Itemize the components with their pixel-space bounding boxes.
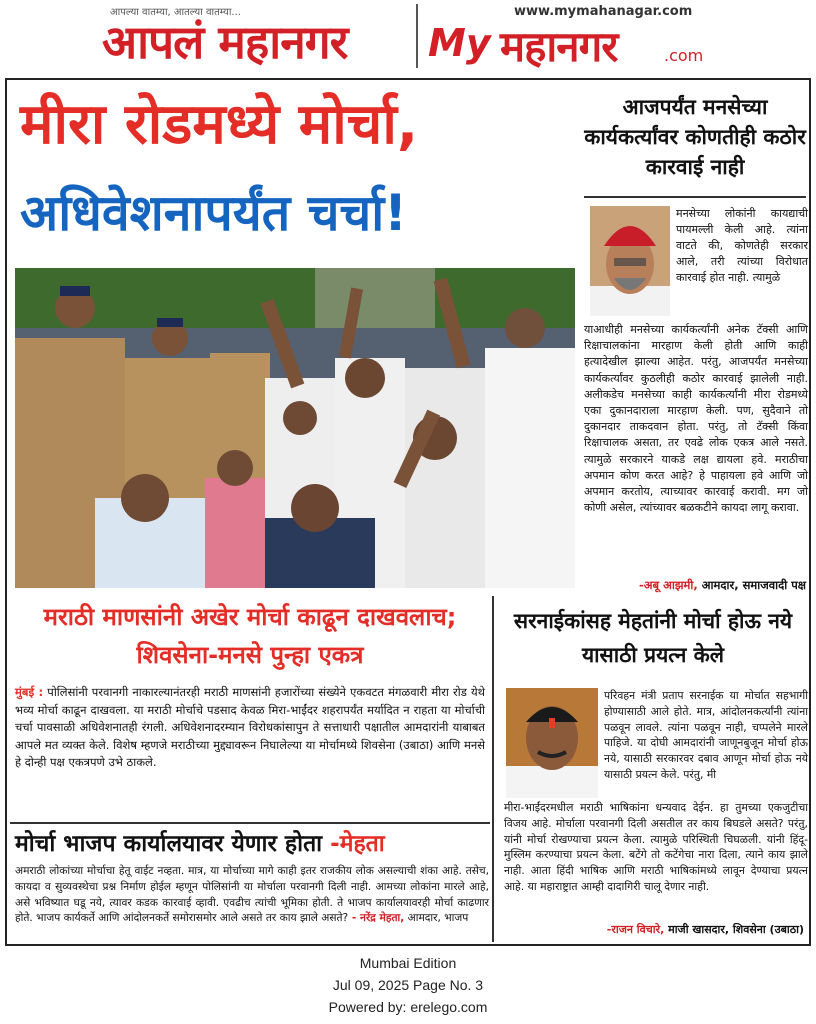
right-signature-name: -अबू आझमी, (638, 578, 698, 592)
right-signature-role: आमदार, समाजवादी पक्ष (697, 578, 806, 592)
sarnaik-signature-name: -राजन विचारे, (606, 923, 665, 936)
sarnaik-text-top: परिवहन मंत्री प्रताप सरनाईक या मोर्चात सहभागी होण्यासाठी आले होते. मात्र, आंदोलनकर्त्यांनी त्यांना पळवून लावले. त्यांना पळवून नाही, चप्पलेने मारले पाहिजे. या दोघी आमदारांनी जाणूनबुजून मोर्चा होऊ नये, यासाठी सरकारवर दबाव आणून मोर्चा होऊ नये यासाठी प्रयत्न केले. परंतु, मी (604, 689, 808, 781)
right-headline-rule (584, 196, 806, 198)
sarnaik-signature (504, 922, 804, 937)
bottom-headline-attribution: -मेहता (322, 831, 385, 857)
main-headline-line1: मीरा रोडमध्ये मोर्चा, (20, 92, 419, 157)
rajan-vichare-photo (506, 688, 598, 798)
rajan-vichare-portrait (506, 688, 598, 798)
section-divider (10, 822, 490, 824)
protest-photo-image (15, 268, 575, 588)
middle-body-text: पोलिसांनी परवानगी नाकारल्यानंतरही मराठी माणसांनी हजारोंच्या संख्येने एकवटत मंगळवारी मीरा रोड येथे भव्य मोर्चा काढून दाखवला. या मराठी मोर्चाचे पडसाद केवळ मिरा-भाईंदर शहरापर्यंत मर्यादित न राहता या मोर्चाची चर्चा पावसाळी अधिवेशनातही रंगली. अधिवेशनादरम्यान विरोधकांसापुन ते सत्ताधारी पक्षातील आमदारांनी याबाबत आपले मत व्यक्त केले. विशेष म्हणजे मराठीच्या मुद्द्यावरून निघालेल्या या मोर्चामध्ये शिवसेना (उबाठा) आणि मनसे हे दोन्ही पक्ष एकत्रपणे उभे ठाकले. (15, 685, 485, 769)
abu-azmi-portrait (590, 206, 670, 316)
powered-by-link[interactable]: Powered by: erelego.com (328, 999, 488, 1015)
middle-dateline: मुंबई : (15, 685, 44, 699)
bottom-body-text: अमराठी लोकांच्या मोर्चाचा हेतू वाईट नव्हता. मात्र, या मोर्चाच्या मागे काही इतर राजकीय लोक असल्याची शंका आहे. तसेच, कायदा व सुव्यवस्थेचा प्रश्न निर्माण होईल म्हणून पोलिसांनी या मोर्चाला परवानगी दिली नाही. आमच्या लोकांना मारले आहे, असे भविष्यात घडू नये, त्यावर कडक कारवाई व्हावी. एवढीच त्यांची भूमिका होती. ते भाजप कार्यालयावरही मोर्चा काढणार होते. भाजप कार्यकर्ते आणि आंदोलनकर्ते समोरासमोर आले असते तर काय झाले असते? (15, 865, 489, 925)
column-divider (492, 596, 494, 942)
bottom-headline-text: मोर्चा भाजप कार्यालयावर येणार होता (15, 831, 323, 857)
main-headline-line2: अधिवेशनापर्यंत चर्चा! (20, 184, 407, 242)
middle-headline: मराठी माणसांनी अखेर मोर्चा काढून दाखवलाच; शिवसेना-मनसे पुन्हा एकत्र (43, 603, 457, 669)
brand-logo-marathi: आपलं महानगर (102, 15, 348, 69)
brand-logo-dotcom: .com (664, 46, 704, 65)
protest-photo (15, 268, 575, 588)
right-text-body: याआधीही मनसेच्या कार्यकर्त्यांनी अनेक टॅक्सी आणि रिक्षाचालकांना मारहाण केली होती आणि काही हत्यादेखील झाल्या आहेत. परंतु, आजपर्यंत मनसेच्या कार्यकर्त्यांवर कुठलीही कठोर कारवाई झालेली नाही. अलीकडेच मनसेच्या काही कार्यकर्त्यांनी मीरा रोडमध्ये एका दुकानदाराला मारहाण केली. पण, सुदैवाने तो दुकानदार ताकदवान होता. परंतु, तो टॅक्सी किंवा रिक्षाचालक असता, तर एवढे लोक एकत्र आले नसते. त्यामुळे सरकारने याकडे लक्ष द्यायला हवे. मराठीचा अपमान कोण करत आहे? हे पाहायला हवे आणि जो अपमान करतोय, त्याच्यावर कारवाई करावी. मग जो कोणी असेल, त्यांच्यावर बळकटीने कायदा लागू करावा. (584, 323, 808, 515)
middle-body (15, 684, 485, 772)
sarnaik-headline: सरनाईकांसह मेहतांनी मोर्चा होऊ नये यासाठी प्रयत्न केले (513, 609, 793, 667)
brand-logo-my: My (428, 21, 491, 65)
masthead-divider (416, 4, 418, 68)
sarnaik-text-body: मीरा-भाईंदरमधील मराठी भाषिकांना धन्यवाद देईन. हा तुमच्या एकजुटीचा विजय आहे. मोर्चाला परवानगी दिली असतील तर काय बिघडले असते? परंतु, यांनी मोर्चा रोखण्याचा प्रयत्न केला. त्यामुळे परिस्थिती चिघळली. यांनी हिंदू-मुस्लिम करण्याचा प्रयत्न केला. बटेंगे तो कटेंगेचा नारा दिला, त्याने काय झाले नाही. आता हिंदी भाषिक आणि मराठी भाषिकांमध्ये लावून देण्याचा प्रयत्न आहे. या महाराष्ट्रात आम्ही दादागिरी चालू देणार नाही. (504, 801, 808, 893)
website-url[interactable]: www.mymahanagar.com (514, 4, 693, 19)
bottom-signature-role: आमदार, भाजप (404, 912, 469, 925)
masthead-tagline: आपल्या वातम्या, आतल्या वातम्या... (110, 7, 241, 18)
brand-logo-mahanagar: महानगर (500, 22, 618, 71)
abu-azmi-photo (590, 206, 670, 316)
right-text-top: मनसेच्या लोकांनी कायद्याची पायमल्ली केली आहे. त्यांना वाटते की, कोणतेही सरकार आले, तरी त्यांच्या विरोधात कारवाई होत नाही. त्यामुळे (676, 207, 808, 284)
right-headline: आजपर्यंत मनसेच्या कार्यकर्त्यांवर कोणतीही कठोर कारवाई नाही (584, 95, 806, 179)
date-page-label: Jul 09, 2025 Page No. 3 (332, 977, 484, 993)
sarnaik-signature-role: माजी खासदार, शिवसेना (उबाठा) (664, 923, 804, 936)
right-signature (584, 578, 806, 593)
page-footer (0, 952, 816, 1018)
masthead (98, 0, 718, 76)
edition-label: Mumbai Edition (359, 955, 457, 971)
bottom-headline (15, 826, 489, 862)
bottom-body (15, 864, 489, 927)
bottom-signature: - नरेंद्र मेहता, (348, 912, 405, 925)
